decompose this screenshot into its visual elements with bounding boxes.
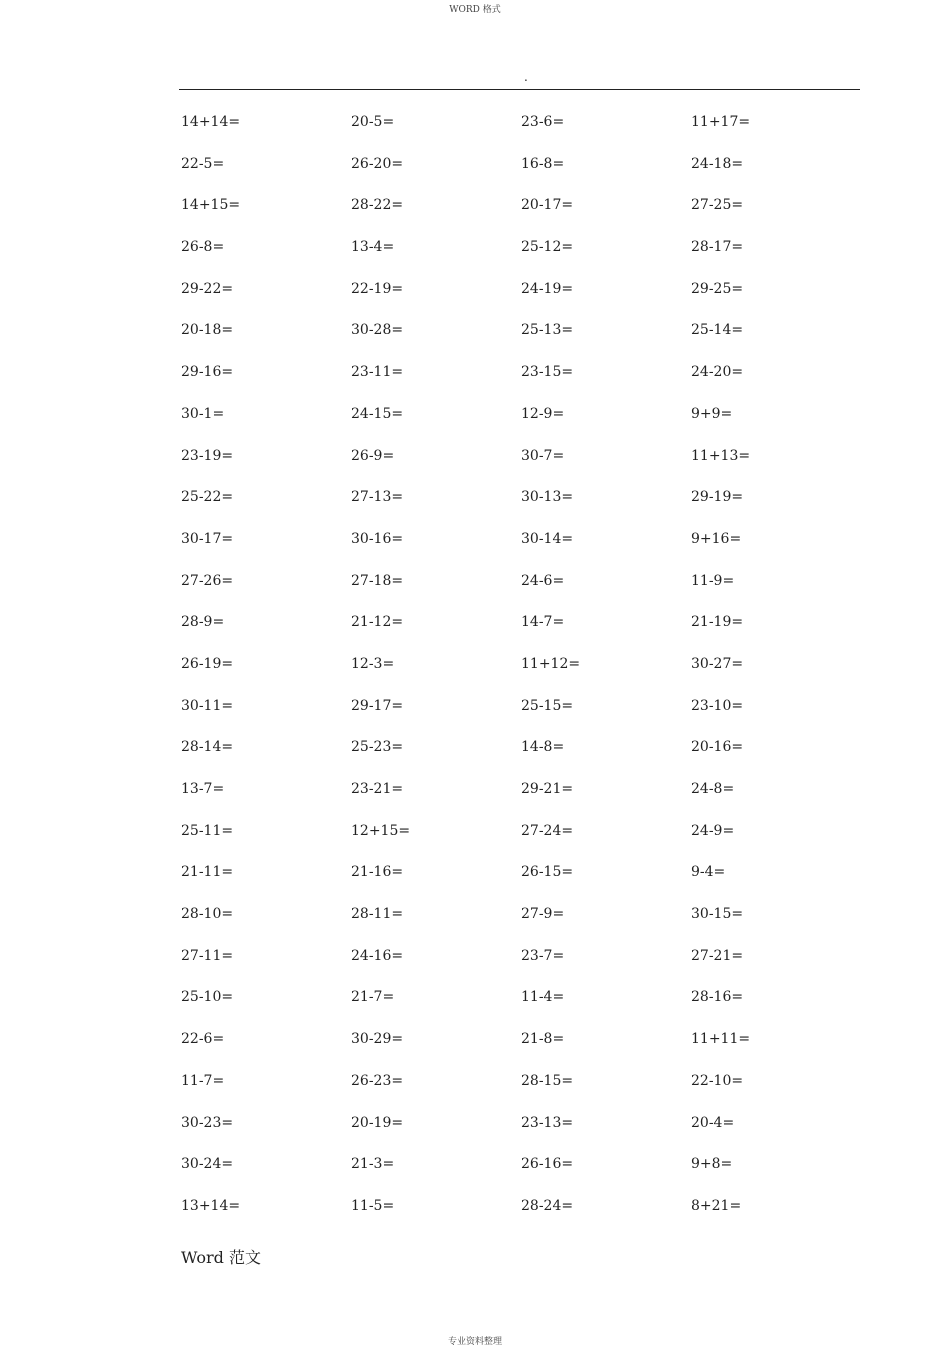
math-problem: 23-15= — [521, 364, 574, 381]
math-problem: 30-11= — [181, 697, 234, 714]
math-problem: 29-22= — [181, 280, 234, 297]
math-problem: 30-13= — [521, 489, 574, 506]
math-problem: 21-19= — [691, 614, 744, 631]
math-problem: 24-18= — [691, 155, 744, 172]
problem-row — [181, 946, 861, 988]
math-problem: 9-4= — [691, 864, 726, 881]
math-problem: 26-16= — [521, 1156, 574, 1173]
math-problem: 28-10= — [181, 906, 234, 923]
problem-row — [181, 446, 861, 488]
math-problem: 11+13= — [691, 447, 751, 464]
math-problem: 27-24= — [521, 822, 574, 839]
math-problem: 22-10= — [691, 1072, 744, 1089]
math-problem: 24-20= — [691, 364, 744, 381]
math-problem: 25-22= — [181, 489, 234, 506]
problem-row — [181, 362, 861, 404]
math-problem: 21-11= — [181, 864, 234, 881]
problem-row — [181, 1071, 861, 1113]
problem-grid — [181, 112, 861, 1238]
math-problem: 8+21= — [691, 1197, 742, 1214]
math-problem: 28-9= — [181, 614, 225, 631]
math-problem: 25-13= — [521, 322, 574, 339]
math-problem: 21-7= — [351, 989, 395, 1006]
problem-row — [181, 487, 861, 529]
math-problem: 22-19= — [351, 280, 404, 297]
math-problem: 20-17= — [521, 197, 574, 214]
problem-row — [181, 237, 861, 279]
math-problem: 30-14= — [521, 530, 574, 547]
math-problem: 12+15= — [351, 822, 411, 839]
problem-row — [181, 1196, 861, 1238]
math-problem: 11+17= — [691, 114, 751, 130]
math-problem: 11+11= — [691, 1031, 751, 1048]
math-problem: 20-4= — [691, 1114, 735, 1131]
problem-row — [181, 112, 861, 154]
math-problem: 21-8= — [521, 1031, 565, 1048]
math-problem: 21-16= — [351, 864, 404, 881]
math-problem: 11-5= — [351, 1197, 395, 1214]
math-problem: 27-25= — [691, 197, 744, 214]
math-problem: 30-29= — [351, 1031, 404, 1048]
math-problem: 26-20= — [351, 155, 404, 172]
page-footer: 专业资料整理 — [447, 1337, 502, 1347]
math-problem: 23-13= — [521, 1114, 574, 1131]
math-problem: 13+14= — [181, 1197, 241, 1214]
math-problem: 30-15= — [691, 906, 744, 923]
math-problem: 28-11= — [351, 906, 404, 923]
math-problem: 26-19= — [181, 655, 234, 672]
math-problem: 30-17= — [181, 530, 234, 547]
math-problem: 29-25= — [691, 280, 744, 297]
problem-row — [181, 696, 861, 738]
problem-row — [181, 1113, 861, 1155]
problem-row — [181, 1154, 861, 1196]
problem-row — [181, 904, 861, 946]
problem-row — [181, 779, 861, 821]
problem-row — [181, 404, 861, 446]
math-problem: 13-7= — [181, 781, 225, 797]
problem-row — [181, 821, 861, 863]
math-problem: 20-16= — [691, 739, 744, 756]
math-problem: 27-9= — [521, 906, 565, 923]
math-problem: 23-19= — [181, 447, 234, 464]
problem-row — [181, 987, 861, 1029]
problem-row — [181, 612, 861, 654]
math-problem: 21-3= — [351, 1156, 395, 1173]
problem-row — [181, 279, 861, 321]
math-problem: 9+8= — [691, 1156, 733, 1173]
math-problem: 11+12= — [521, 655, 581, 672]
problem-row — [181, 737, 861, 779]
math-problem: 14-7= — [521, 614, 565, 631]
math-problem: 25-23= — [351, 739, 404, 756]
math-problem: 30-16= — [351, 530, 404, 547]
math-problem: 26-15= — [521, 864, 574, 881]
problem-row — [181, 1029, 861, 1071]
math-problem: 29-16= — [181, 364, 234, 381]
math-problem: 27-11= — [181, 947, 234, 964]
math-problem: 27-26= — [181, 572, 234, 589]
math-problem: 16-8= — [521, 155, 565, 172]
math-problem: 28-17= — [691, 239, 744, 256]
problem-row — [181, 195, 861, 237]
math-problem: 21-12= — [351, 614, 404, 631]
math-problem: 27-13= — [351, 489, 404, 506]
math-problem: 25-15= — [521, 697, 574, 714]
math-problem: 23-7= — [521, 947, 565, 964]
math-problem: 13-4= — [351, 239, 395, 256]
math-problem: 24-16= — [351, 947, 404, 964]
math-problem: 25-12= — [521, 239, 574, 256]
problem-row — [181, 320, 861, 362]
math-problem: 14+15= — [181, 197, 241, 214]
math-problem: 24-6= — [521, 572, 565, 589]
math-problem: 11-9= — [691, 572, 735, 589]
problem-row — [181, 862, 861, 904]
math-problem: 30-27= — [691, 655, 744, 672]
math-problem: 29-21= — [521, 781, 574, 797]
math-problem: 11-7= — [181, 1072, 225, 1089]
math-problem: 12-3= — [351, 655, 395, 672]
page-header: WORD 格式 — [449, 5, 501, 15]
math-problem: 22-6= — [181, 1031, 225, 1048]
math-problem: 30-1= — [181, 405, 225, 422]
math-problem: 27-21= — [691, 947, 744, 964]
problem-row — [181, 571, 861, 613]
math-problem: 24-19= — [521, 280, 574, 297]
header-rule — [179, 89, 860, 90]
math-problem: 11-4= — [521, 989, 565, 1006]
math-problem: 30-24= — [181, 1156, 234, 1173]
problem-row — [181, 654, 861, 696]
math-problem: 26-8= — [181, 239, 225, 256]
math-problem: 25-14= — [691, 322, 744, 339]
math-problem: 30-28= — [351, 322, 404, 339]
math-problem: 24-9= — [691, 822, 735, 839]
math-problem: 20-5= — [351, 114, 395, 130]
math-problem: 23-21= — [351, 781, 404, 797]
math-problem: 28-24= — [521, 1197, 574, 1214]
math-problem: 23-10= — [691, 697, 744, 714]
header-dot: . — [524, 70, 528, 84]
math-problem: 30-7= — [521, 447, 565, 464]
math-problem: 26-9= — [351, 447, 395, 464]
math-problem: 29-17= — [351, 697, 404, 714]
math-problem: 28-15= — [521, 1072, 574, 1089]
math-problem: 14+14= — [181, 114, 241, 130]
footer-label: Word 范文 — [181, 1248, 261, 1267]
math-problem: 23-11= — [351, 364, 404, 381]
math-problem: 28-22= — [351, 197, 404, 214]
math-problem: 24-15= — [351, 405, 404, 422]
math-problem: 20-18= — [181, 322, 234, 339]
math-problem: 14-8= — [521, 739, 565, 756]
math-problem: 27-18= — [351, 572, 404, 589]
problem-row — [181, 154, 861, 196]
math-problem: 29-19= — [691, 489, 744, 506]
problem-row — [181, 529, 861, 571]
math-problem: 24-8= — [691, 781, 735, 797]
math-problem: 20-19= — [351, 1114, 404, 1131]
math-problem: 22-5= — [181, 155, 225, 172]
math-problem: 30-23= — [181, 1114, 234, 1131]
math-problem: 9+16= — [691, 530, 742, 547]
math-problem: 12-9= — [521, 405, 565, 422]
math-problem: 25-11= — [181, 822, 234, 839]
math-problem: 28-14= — [181, 739, 234, 756]
math-problem: 23-6= — [521, 114, 565, 130]
math-problem: 9+9= — [691, 405, 733, 422]
math-problem: 25-10= — [181, 989, 234, 1006]
math-problem: 26-23= — [351, 1072, 404, 1089]
math-problem: 28-16= — [691, 989, 744, 1006]
